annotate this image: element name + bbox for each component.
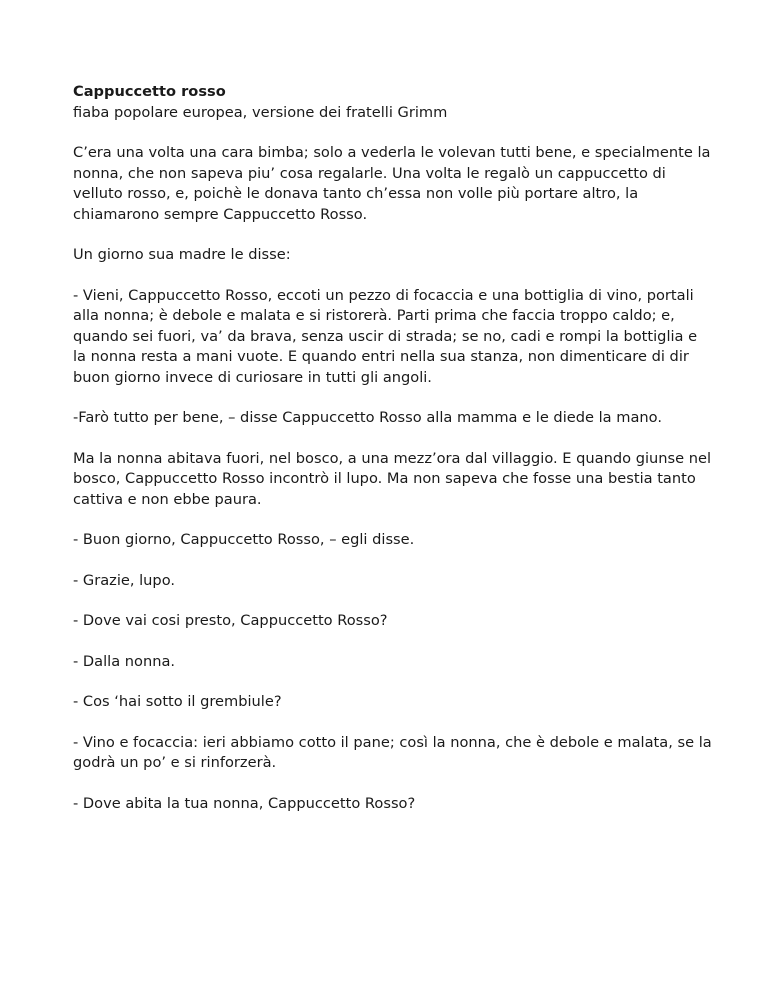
paragraph-intro: C’era una volta una cara bimba; solo a vederla le volevan tutti bene, e specialmente la nonna, che non sapeva piu’ cosa regalarle. Una volta le regalò un cappuccetto di velluto rosso, e, poichè le donava tanto ch’essa non volle più portare altro, la chiamarono sempre Cappuccetto Rosso. [73, 144, 711, 223]
dialogue-line: - Dalla nonna. [73, 652, 176, 670]
paragraph-mother-instructions: - Vieni, Cappuccetto Rosso, eccoti un pezzo di focaccia e una bottiglia di vino, portali alla nonna; è debole e malata e si ristorerà. Parti prima che faccia troppo caldo; e, quando sei fuori, va’ da brava, senza uscir di strada; se no, cadi e rompi la bottiglia e la nonna resta a mani vuote. E quando entri nella sua stanza, non dimenticare di dir buon giorno invece di curiosare in tutti gli angoli. [73, 286, 698, 386]
document-page [73, 82, 713, 814]
document-title: Cappuccetto rosso [73, 83, 226, 100]
dialogue-line: - Grazie, lupo. [73, 571, 176, 589]
document-subtitle: fiaba popolare europea, versione dei fratelli Grimm [73, 103, 448, 121]
dialogue-line: - Buon giorno, Cappuccetto Rosso, – egli disse. [73, 531, 415, 548]
paragraph-mother-says: Un giorno sua madre le disse: [73, 246, 291, 263]
paragraph-promise: -Farò tutto per bene, – disse Cappuccetto Rosso alla mamma e le diede la mano. [73, 409, 662, 426]
dialogue-line: - Dove vai cosi presto, Cappuccetto Rosso? [73, 612, 388, 629]
dialogue-line: - Cos ‘hai sotto il grembiule? [73, 693, 282, 710]
dialogue-line: - Vino e focaccia: ieri abbiamo cotto il pane; così la nonna, che è debole e malata, se la godrà un po’ e si rinforzerà. [73, 733, 712, 771]
paragraph-meets-wolf: Ma la nonna abitava fuori, nel bosco, a una mezz’ora dal villaggio. E quando giunse nel bosco, Cappuccetto Rosso incontrò il lupo. Ma non sapeva che fosse una bestia tanto cattiva e non ebbe paura. [73, 449, 712, 508]
document-header [73, 82, 713, 123]
dialogue-line: - Dove abita la tua nonna, Cappuccetto Rosso? [73, 794, 416, 812]
